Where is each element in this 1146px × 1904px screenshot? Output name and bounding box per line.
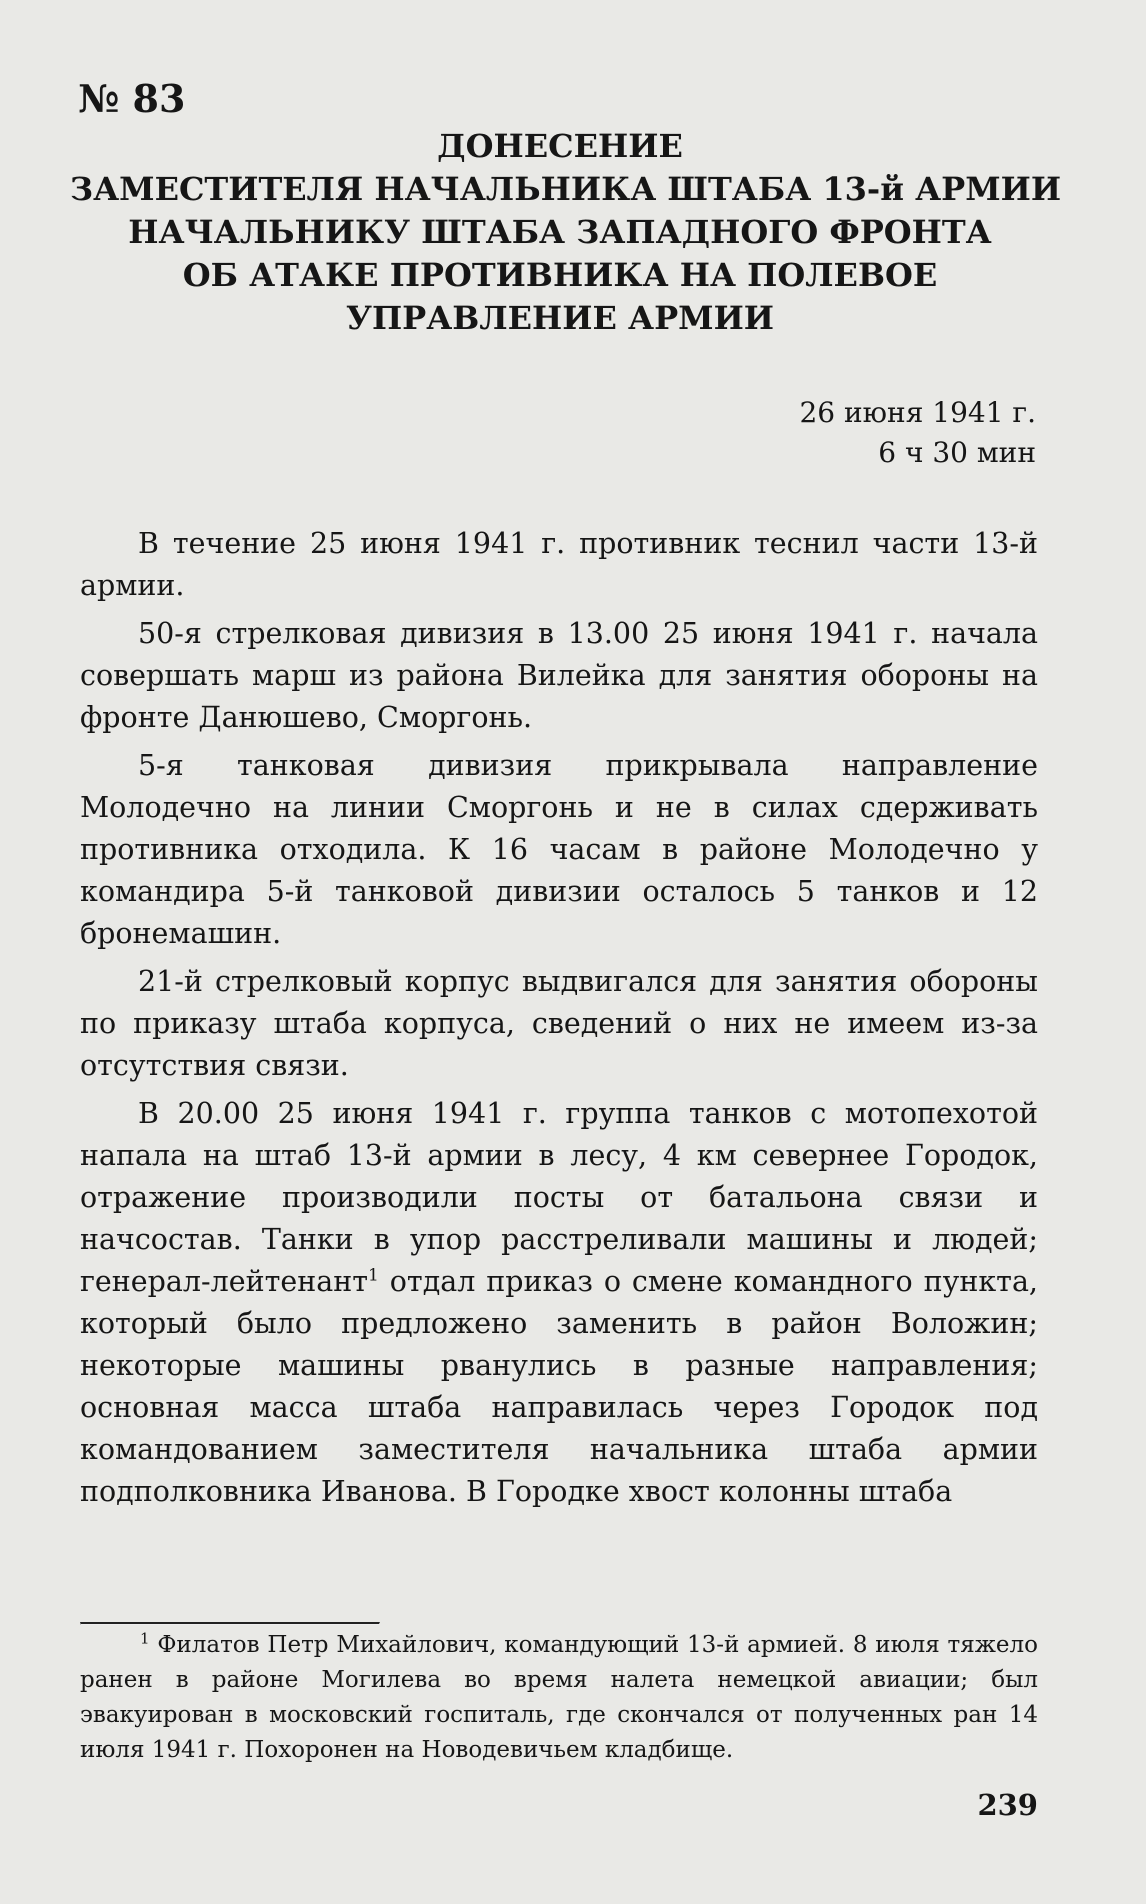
- title-line: ОБ АТАКЕ ПРОТИВНИКА НА ПОЛЕВОЕ: [182, 256, 938, 294]
- title-line: УПРАВЛЕНИЕ АРМИИ: [345, 299, 775, 337]
- body-paragraph: В течение 25 июня 1941 г. противник теснил части 13-й армии.: [80, 527, 1038, 602]
- dateline: [799, 393, 1036, 473]
- title-line: ЗАМЕСТИТЕЛЯ НАЧАЛЬНИКА ШТАБА 13-й АРМИИ: [70, 170, 1062, 208]
- document-date: 26 июня 1941 г.: [799, 396, 1036, 429]
- footnote-text: Филатов Петр Михайлович, командующий 13-й армией. 8 июля тяжело ранен в районе Могилева во время налета немецкой авиации; был эвакуирован в московский госпиталь, где скончался от полученных ран 14 июля 1941 г. Похоронен на Новодевичьем кладбище.: [80, 1632, 1038, 1763]
- title-line: НАЧАЛЬНИКУ ШТАБА ЗАПАДНОГО ФРОНТА: [128, 213, 992, 251]
- document-number: № 83: [78, 76, 186, 121]
- body-paragraph: [80, 1093, 1038, 1513]
- document-title: [70, 125, 1062, 340]
- page-number: 239: [977, 1788, 1038, 1822]
- body-paragraph: 5-я танковая дивизия прикрывала направление Молодечно на линии Сморгонь и не в силах сдерживать противника отходила. К 16 часам в районе Молодечно у командира 5-й танковой дивизии осталось 5 танков и 12 бронемашин.: [80, 749, 1038, 950]
- body-paragraph: 50-я стрелковая дивизия в 13.00 25 июня 1941 г. начала совершать марш из района Вилейка для занятия обороны на фронте Данюшево, Сморгонь.: [80, 617, 1038, 734]
- document-time: 6 ч 30 мин: [878, 436, 1036, 469]
- body-paragraph: 21-й стрелковый корпус выдвигался для занятия обороны по приказу штаба корпуса, сведений о них не имеем из-за отсутствия связи.: [80, 965, 1038, 1082]
- footnote-mark: 1: [140, 1629, 150, 1648]
- footnote: [80, 1628, 1038, 1768]
- title-line: ДОНЕСЕНИЕ: [437, 127, 683, 165]
- footnote-divider: [80, 1622, 380, 1625]
- footnote-reference: 1: [367, 1265, 379, 1286]
- paragraph-text: В 20.00 25 июня 1941 г. группа танков с мотопехотой напала на штаб 13-й армии в лесу, 4 км севернее Городок, отражение производили посты от батальона связи и начсостав. Танки в упор расстреливали машины и людей; генерал-лейтенант: [80, 1097, 1038, 1298]
- document-body: [80, 523, 1038, 1513]
- paragraph-text: отдал приказ о смене командного пункта, который было предложено заменить в район Воложин; некоторые машины рванулись в разные направления; основная масса штаба направилась через Городок под командованием заместителя начальника штаба армии подполковника Иванова. В Городке хвост колонны штаба: [80, 1265, 1038, 1508]
